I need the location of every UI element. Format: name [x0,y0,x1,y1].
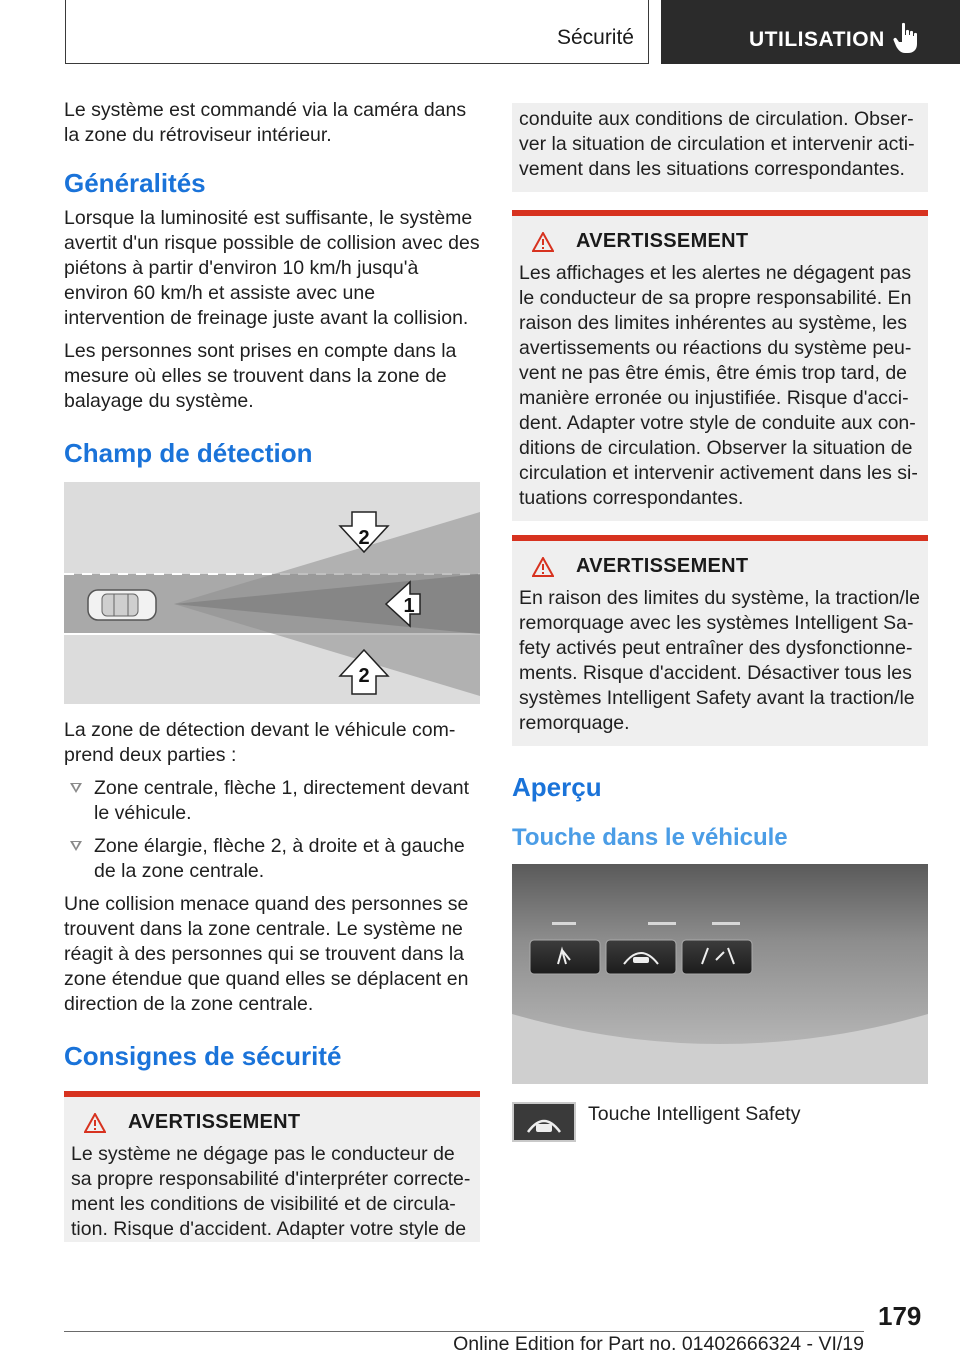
heading-safety: Consignes de sécurité [64,1041,342,1071]
heading-general: Généralités [64,168,206,198]
triangle-bullet-icon [70,783,82,793]
detection-field-svg [64,482,480,704]
warning-title: AVERTISSEMENT [576,555,749,577]
heading-overview: Aperçu [512,772,602,802]
warning-triangle-icon [532,557,554,577]
header-section-box [65,0,649,64]
warning-box-3 [512,535,928,746]
warning-text: Le système ne dégage pas le conducteur de sa propre responsabilité d'interpréter correctement les conditions de visibilité et de circulation. Risque d'accident. Adapter votre style de [71,1143,471,1240]
heading-detection-field: Champ de détection [64,438,313,468]
header-chapter-tab [661,0,960,64]
car-icon [88,590,156,620]
legend-row [512,1102,928,1142]
button-panel-photo [512,864,928,1084]
warning-text: En raison des limites du système, la traction/le remorquage avec les systèmes Intelligent Safety activés peut entraîner des dysfonctionnements. Risque d'accident. Désactiver tous les systèmes Intelligent Safety avant la traction/le remorquage. [519,587,921,734]
warning-box-1 [64,1091,480,1242]
heading-button-in-vehicle: Touche dans le véhicule [512,824,788,851]
warning-title: AVERTISSEMENT [576,230,749,252]
list-item: Zone centrale, flèche 1, directement devant le véhicule. [64,776,480,826]
warning-title: AVERTISSEMENT [128,1111,301,1133]
warning-text: conduite aux conditions de circulation. Observer la situation de circulation et intervenir activement dans les situations correspondantes. [519,108,915,180]
intelligent-safety-icon [512,1102,576,1142]
warning-triangle-icon [532,232,554,252]
intelligent-safety-button [606,940,676,974]
page-number: 179 [878,1301,922,1331]
detection-field-diagram [64,482,480,704]
legend-label: Touche Intelligent Safety [588,1103,801,1125]
footer-divider [64,1331,864,1332]
general-paragraph-1: Lorsque la luminosité est suffisante, le système avertit d'un risque possible de collision avec des piétons à partir d'environ 10 km/h jusqu'à environ 60 km/h et assiste avec une intervention de freinage juste avant la collision. [64,207,480,329]
triangle-bullet-icon [70,841,82,851]
hand-pointer-icon [893,22,919,54]
intro-paragraph: Le système est commandé via la caméra dans la zone du rétroviseur intérieur. [64,99,467,146]
warning-box-2 [512,210,928,521]
footer-edition: Online Edition for Part no. 01402666324 - VI/19 [453,1333,864,1355]
header-chapter-title: UTILISATION [749,28,885,51]
general-paragraph-2: Les personnes sont prises en compte dans la mesure où elles se trouvent dans la zone de balayage du système. [64,340,457,412]
left-column [64,98,480,1256]
pedestrian-warning-button [530,940,600,974]
button-panel-svg [512,864,928,1084]
right-column [512,103,928,1142]
arrow-label-2-top: 2 [358,527,370,549]
warning-box-1-continued [512,103,928,192]
lane-warning-button [682,940,752,974]
warning-triangle-icon [84,1113,106,1133]
arrow-label-1: 1 [403,595,415,617]
header-section-title: Sécurité [556,26,634,49]
arrow-label-2-bottom: 2 [358,665,370,687]
list-item: Zone élargie, flèche 2, à droite et à gauche de la zone centrale. [64,834,480,884]
field-paragraph-2: Une collision menace quand des personnes se trouvent dans la zone centrale. Le système ne réagit à des personnes qui se trouvent dans la zone étendue que quand elles se déplacent en direction de la zone centrale. [64,893,469,1015]
field-intro-paragraph: La zone de détection devant le véhicule comprend deux parties : [64,719,456,766]
field-list [64,776,480,884]
warning-text: Les affichages et les alertes ne dégagent pas le conducteur de sa propre responsabilité. En raison des limites inhérentes au système, les avertissements ou réactions du système peuvent ne pas être émis, être émis trop tard, de manière erronée ou injustifiée. Risque d'accident. Adapter votre style de conduite aux conditions de circulation. Observer la situation de circulation et intervenir activement dans les situations correspondantes. [519,262,918,509]
